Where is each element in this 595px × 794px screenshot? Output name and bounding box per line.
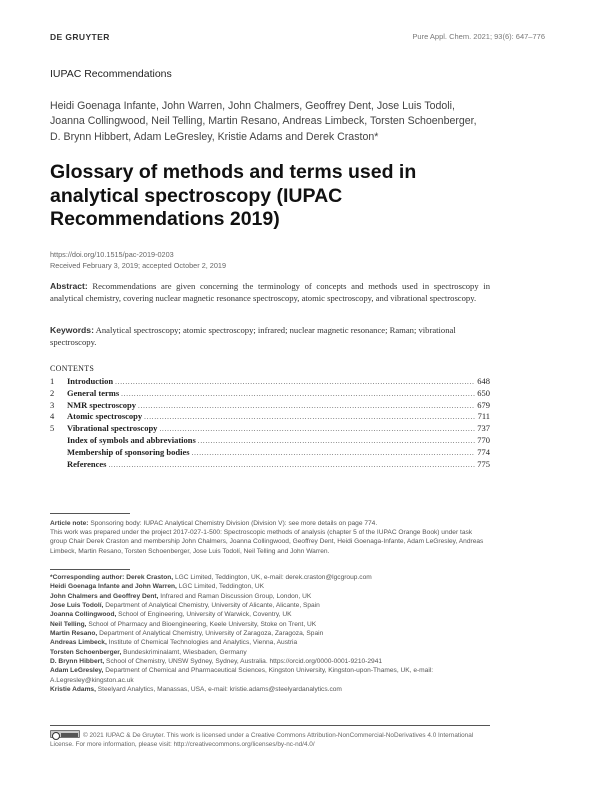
toc-entry-label: Vibrational spectroscopy [67, 423, 158, 434]
affiliation-text: Infrared and Raman Discussion Group, London, UK [158, 592, 312, 600]
affiliation-text: Institute of Chemical Technologies and Analytics, Vienna, Austria [106, 639, 298, 647]
toc-entry-page: 774 [477, 446, 490, 457]
keywords-text: Analytical spectroscopy; atomic spectroscopy; infrared; nuclear magnetic resonance; Raman; vibrational spectroscopy. [50, 325, 456, 348]
article-note [50, 519, 490, 556]
affiliation-name: Neil Telling, [50, 620, 87, 628]
toc-leader-dots [121, 390, 475, 398]
keywords [50, 324, 490, 348]
article-note-label: Article note: [50, 520, 89, 527]
affiliation-text: School of Chemistry, UNSW Sydney, Sydney, Australia. https://orcid.org/0000-0001-9210-2941 [104, 658, 383, 666]
affiliation-name: Heidi Goenaga Infante and John Warren, [50, 583, 177, 591]
affiliation-name: D. Brynn Hibbert, [50, 658, 105, 666]
affiliation-entry [50, 685, 490, 694]
affiliation-entry [50, 601, 490, 610]
cc-by-nc-nd-badge-icon [50, 730, 80, 738]
toc-entry-number: 3 [50, 399, 55, 410]
toc-entry[interactable] [50, 388, 490, 400]
toc-entry[interactable] [50, 376, 490, 388]
affiliation-entry [50, 666, 490, 685]
affiliation-name: Kristie Adams, [50, 686, 96, 694]
affiliation-text: Department of Analytical Chemistry, University of Alicante, Alicante, Spain [103, 602, 320, 610]
toc-entry[interactable] [50, 411, 490, 423]
received-dates: Received February 3, 2019; accepted October 2, 2019 [50, 260, 227, 270]
affiliation-entry [50, 582, 490, 591]
affiliation-text: LGC Limited, Teddington, UK, e-mail: derek.craston@lgcgroup.com [173, 574, 372, 581]
affiliation-entry [50, 638, 490, 647]
journal-citation: Pure Appl. Chem. 2021; 93(6): 647–776 [412, 32, 545, 41]
toc-entry-page: 770 [477, 434, 490, 445]
affiliation-name: Jose Luis Todolí, [50, 602, 104, 610]
license-text: © 2021 IUPAC & De Gruyter. This work is licensed under a Creative Commons Attribution-NonCommercial-NoDerivatives 4.0 International License. For more information, please visit: http://creativecommons.org/licenses/by-nc-nd/4.0/ [50, 732, 474, 748]
affiliation-name: *Corresponding author: Derek Craston, [50, 574, 174, 581]
notes-divider [50, 513, 130, 514]
toc-entry-number: 1 [50, 376, 55, 386]
affiliation-name: Martin Resano, [50, 630, 98, 638]
affiliation-entry [50, 648, 490, 657]
license-divider [50, 725, 490, 726]
affiliation-text: LGC Limited, Teddington, UK [176, 583, 264, 591]
keywords-label: Keywords: [50, 325, 94, 335]
toc-entry-label: Index of symbols and abbreviations [67, 434, 196, 445]
toc-entry-label: References [67, 458, 107, 469]
toc-leader-dots [159, 425, 475, 433]
toc-leader-dots [109, 461, 476, 469]
affiliation-name: Andreas Limbeck, [50, 639, 107, 647]
article-note-sponsor: Sponsoring body: IUPAC Analytical Chemistry Division (Division V): see more details on page 774. [90, 520, 378, 527]
affiliation-text: Department of Chemical and Pharmaceutical Sciences, Kingston University, Kingston-upon-Thames, UK, e-mail: A.Legresley@kingston.ac.uk [50, 667, 434, 684]
affiliation-text: Department of Analytical Chemistry, University of Zaragoza, Zaragoza, Spain [97, 630, 324, 638]
page-header [50, 32, 545, 44]
toc-entry-number: 4 [50, 411, 55, 422]
affiliation-entry [50, 629, 490, 638]
affiliation-entry [50, 657, 490, 666]
toc-entry-label: Atomic spectroscopy [67, 411, 143, 422]
affiliation-text: Bundeskriminalamt, Wiesbaden, Germany [121, 648, 247, 656]
toc-entry[interactable] [50, 400, 490, 412]
toc-leader-dots [192, 449, 476, 457]
toc-entry-page: 711 [477, 411, 490, 422]
toc-entry-label: NMR spectroscopy [67, 399, 137, 410]
table-of-contents [50, 376, 490, 470]
toc-entry-page: 648 [477, 376, 490, 386]
abstract-text: Recommendations are given concerning the terminology of concepts and methods used in spectroscopy in analytical chemistry, covering nuclear magnetic resonance spectroscopy, atomic spectroscopy, and vibrational spectroscopy. [50, 281, 490, 304]
toc-entry[interactable] [50, 447, 490, 459]
toc-entry-label: General terms [67, 387, 120, 398]
affiliation-name: Joanna Collingwood, [50, 611, 117, 619]
affiliation-name: Adam LeGresley, [50, 667, 104, 675]
toc-entry-number: 2 [50, 387, 55, 398]
affiliation-text: Steelyard Analytics, Manassas, USA, e-mail: kristie.adams@steelyardanalytics.com [95, 686, 342, 694]
abstract [50, 280, 490, 304]
publisher-name: DE GRUYTER [50, 32, 110, 42]
article-note-project: This work was prepared under the project 2017-027-1-500: Spectroscopic methods of analysis (chapter 5 of the IUPAC Orange Book) under task group Chair Derek Craston and membership John Chalmers, Joanna Collingwood, Geoffrey Dent, Heidi Goenaga-Infante, Adam LeGresley, Andreas Limbeck, Martin Resano, Torsten Schoenberger, Jose Luis Todolí, Neil Telling and John Warren. [50, 529, 484, 555]
affiliation-text: School of Pharmacy and Bioengineering, Keele University, Stoke on Trent, UK [86, 620, 317, 628]
toc-leader-dots [198, 437, 475, 445]
article-meta [50, 250, 226, 271]
toc-entry[interactable] [50, 423, 490, 435]
toc-entry-page: 679 [477, 399, 490, 410]
contents-heading: CONTENTS [50, 364, 95, 373]
toc-entry[interactable] [50, 459, 490, 471]
toc-leader-dots [138, 402, 475, 410]
toc-entry-label: Membership of sponsoring bodies [67, 446, 190, 457]
license-notice [50, 730, 495, 749]
affiliation-name: Torsten Schoenberger, [50, 648, 122, 656]
affiliation-entry [50, 620, 490, 629]
affiliation-text: School of Engineering, University of Warwick, Coventry, UK [116, 611, 292, 619]
affiliation-entry [50, 610, 490, 619]
toc-entry-page: 775 [477, 458, 490, 469]
affiliation-entry [50, 592, 490, 601]
affiliations [50, 573, 490, 694]
affiliation-name: John Chalmers and Geoffrey Dent, [50, 592, 159, 600]
affiliations-divider [50, 569, 130, 570]
toc-leader-dots [144, 413, 475, 421]
toc-leader-dots [115, 378, 475, 386]
article-title: Glossary of methods and terms used in analytical spectroscopy (IUPAC Recommendations 2019) [50, 161, 417, 230]
section-label: IUPAC Recommendations [50, 68, 172, 80]
doi-link[interactable]: https://doi.org/10.1515/pac-2019-0203 [50, 250, 174, 259]
abstract-label: Abstract: [50, 281, 88, 291]
toc-entry-page: 737 [477, 423, 490, 434]
toc-entry-label: Introduction [67, 376, 114, 386]
toc-entry-number: 5 [50, 423, 55, 434]
toc-entry-page: 650 [477, 387, 490, 398]
affiliation-entry [50, 573, 490, 582]
author-list: Heidi Goenaga Infante, John Warren, John Chalmers, Geoffrey Dent, Jose Luis Todoli, Joanna Collingwood, Neil Telling, Martin Resano, Andreas Limbeck, Torsten Schoenberger, D. Brynn Hibbert, Adam LeGresley, Kristie Adams and Derek Craston* [50, 100, 477, 143]
toc-entry[interactable] [50, 435, 490, 447]
